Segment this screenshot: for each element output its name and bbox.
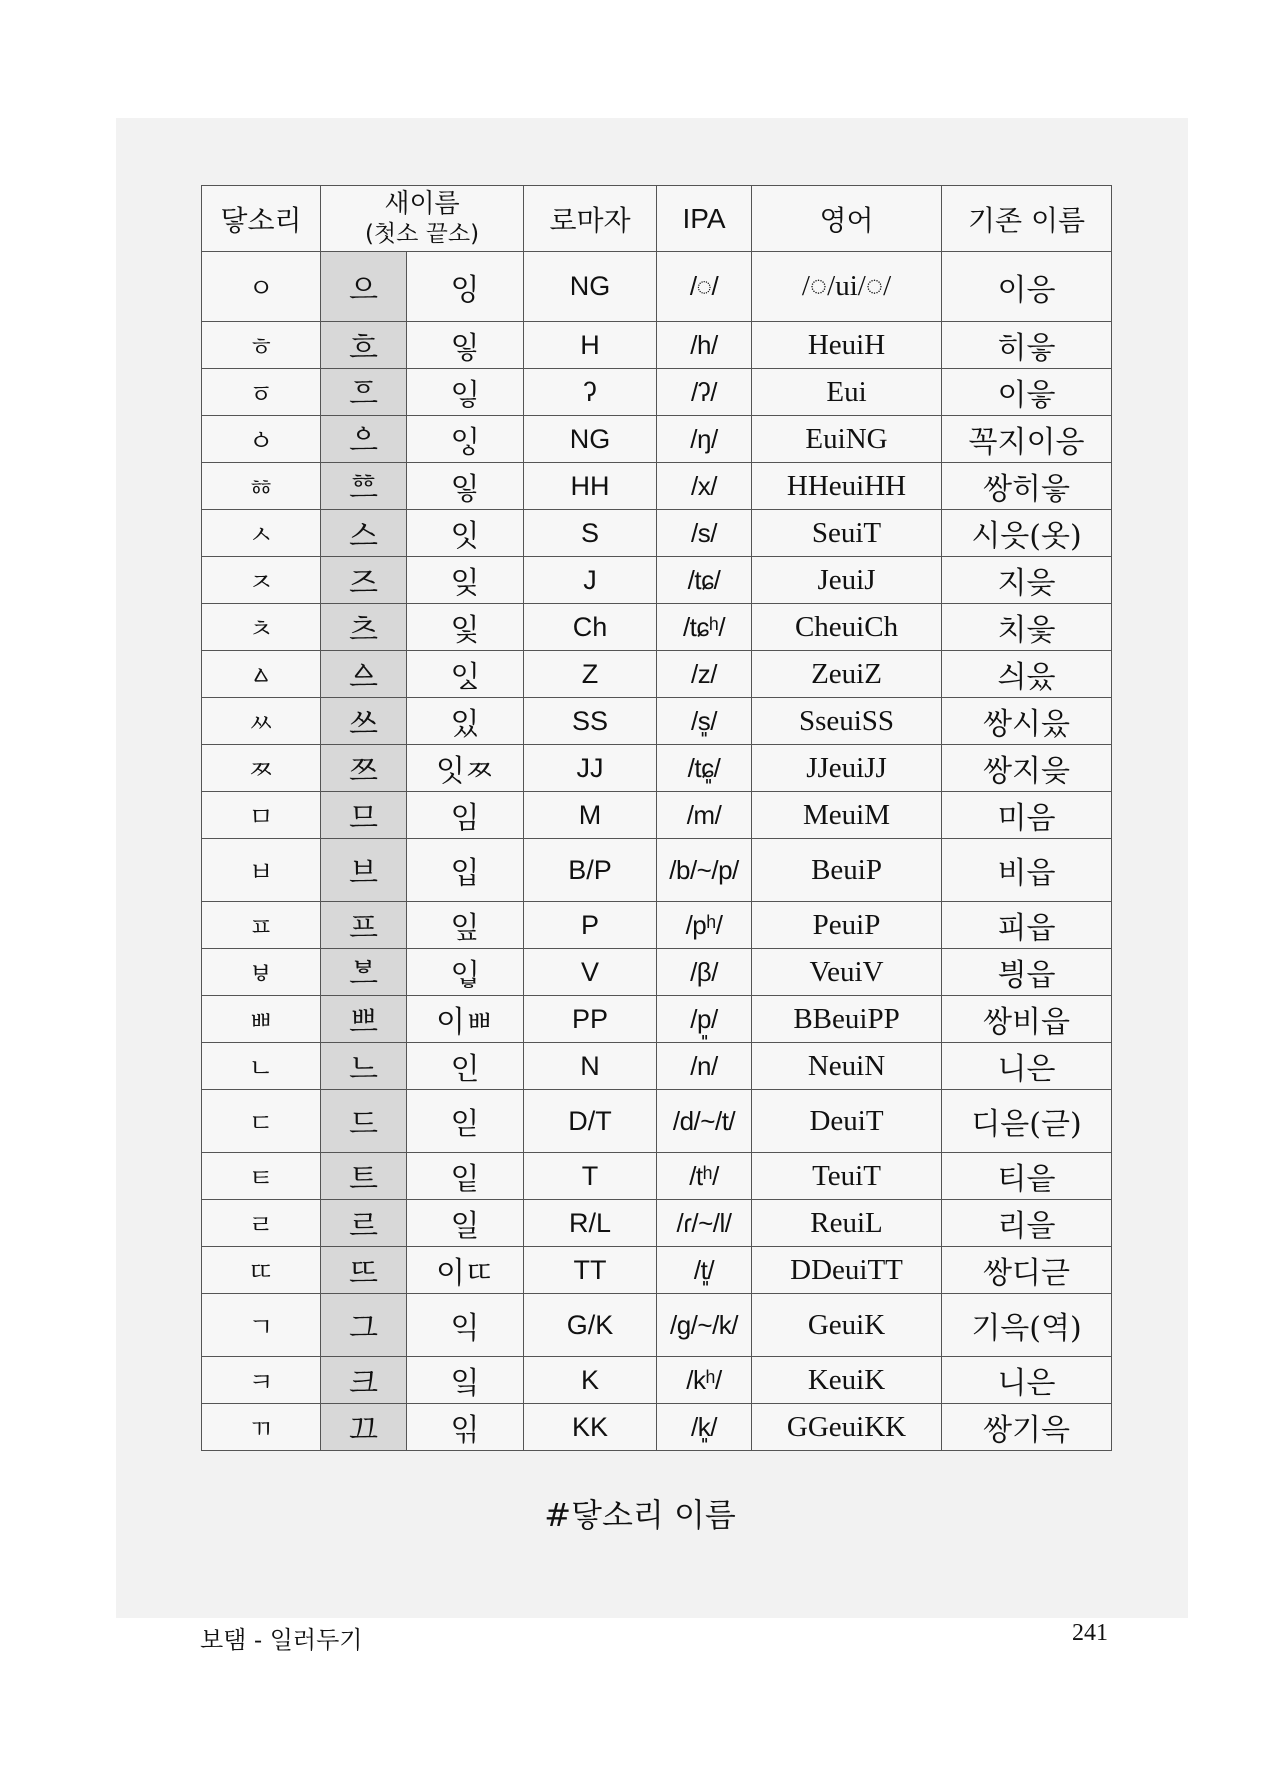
header-new-name-sub: (첫소 끝소) — [364, 220, 480, 247]
cell-start: 크 — [321, 1357, 407, 1404]
cell-ipa: /ŋ/ — [657, 416, 752, 463]
table-header-row — [202, 186, 1112, 252]
cell-jamo: ㅅ — [202, 510, 321, 557]
cell-ipa: /m/ — [657, 792, 752, 839]
cell-ipa: /d/~/t/ — [657, 1090, 752, 1153]
cell-english: JJeuiJJ — [752, 745, 942, 792]
cell-end: 입 — [407, 839, 524, 902]
cell-roman: M — [524, 792, 657, 839]
consonant-name-table — [201, 185, 1112, 1451]
cell-roman: V — [524, 949, 657, 996]
cell-english: EuiNG — [752, 416, 942, 463]
cell-jamo: ㅃ — [202, 996, 321, 1043]
cell-roman: ʔ — [524, 369, 657, 416]
cell-start: 쯔 — [321, 745, 407, 792]
cell-english: Eui — [752, 369, 942, 416]
table-row — [202, 1090, 1112, 1153]
cell-start: 으 — [321, 252, 407, 322]
cell-old-name: 비읍 — [942, 839, 1112, 902]
cell-jamo: ㆆ — [202, 369, 321, 416]
cell-jamo: ㅋ — [202, 1357, 321, 1404]
cell-start: 끄 — [321, 1404, 407, 1451]
cell-old-name: 쌍시읐 — [942, 698, 1112, 745]
cell-english: DDeuiTT — [752, 1247, 942, 1294]
cell-start: ᅀᅳ — [321, 651, 407, 698]
cell-roman: T — [524, 1153, 657, 1200]
cell-ipa: /b/~/p/ — [657, 839, 752, 902]
cell-english: SeuiT — [752, 510, 942, 557]
cell-old-name: 쌍비읍 — [942, 996, 1112, 1043]
table-row — [202, 839, 1112, 902]
cell-end: 이ᇹ — [407, 369, 524, 416]
cell-english: /◌/ui/◌/ — [752, 252, 942, 322]
page-number: 241 — [1072, 1620, 1108, 1646]
cell-jamo: ㅁ — [202, 792, 321, 839]
cell-jamo: ㅇ — [202, 252, 321, 322]
cell-jamo: ㆅ — [202, 463, 321, 510]
cell-old-name: 쌍지읒 — [942, 745, 1112, 792]
cell-ipa: /x/ — [657, 463, 752, 510]
cell-ipa: /t͈/ — [657, 1247, 752, 1294]
cell-roman: HH — [524, 463, 657, 510]
cell-old-name: 쌍기윽 — [942, 1404, 1112, 1451]
cell-old-name: 쌍히읗 — [942, 463, 1112, 510]
table-row — [202, 1247, 1112, 1294]
cell-roman: N — [524, 1043, 657, 1090]
cell-start: 쓰 — [321, 698, 407, 745]
cell-end: 이ᇦ — [407, 949, 524, 996]
cell-end: 잎 — [407, 902, 524, 949]
cell-roman: JJ — [524, 745, 657, 792]
table-row — [202, 1357, 1112, 1404]
cell-jamo: ㅿ — [202, 651, 321, 698]
cell-end: 잋 — [407, 604, 524, 651]
table-row — [202, 463, 1112, 510]
cell-end: 있 — [407, 698, 524, 745]
cell-start: ᅌᅳ — [321, 416, 407, 463]
table-row — [202, 1153, 1112, 1200]
cell-old-name: 쌍디귿 — [942, 1247, 1112, 1294]
cell-start: 므 — [321, 792, 407, 839]
cell-jamo: ㄴ — [202, 1043, 321, 1090]
cell-english: TeuiT — [752, 1153, 942, 1200]
cell-start: 프 — [321, 902, 407, 949]
cell-ipa: /tɕʰ/ — [657, 604, 752, 651]
cell-roman: SS — [524, 698, 657, 745]
cell-ipa: /k͈/ — [657, 1404, 752, 1451]
cell-jamo: ㅌ — [202, 1153, 321, 1200]
table-row — [202, 949, 1112, 996]
cell-roman: NG — [524, 416, 657, 463]
table-body — [202, 252, 1112, 1451]
cell-old-name: 꼭지이응 — [942, 416, 1112, 463]
table-row — [202, 745, 1112, 792]
table-row — [202, 252, 1112, 322]
cell-ipa: /ʔ/ — [657, 369, 752, 416]
table-row — [202, 604, 1112, 651]
cell-roman: S — [524, 510, 657, 557]
table-row — [202, 369, 1112, 416]
cell-jamo: ㄲ — [202, 1404, 321, 1451]
cell-jamo: ㄷ — [202, 1090, 321, 1153]
cell-old-name: 미음 — [942, 792, 1112, 839]
cell-roman: Ch — [524, 604, 657, 651]
cell-ipa: /n/ — [657, 1043, 752, 1090]
cell-old-name: 히읗 — [942, 322, 1112, 369]
cell-old-name: 싀읐 — [942, 651, 1112, 698]
cell-end: 잏 — [407, 322, 524, 369]
header-sound: 닿소리 — [202, 186, 321, 252]
cell-start: 느 — [321, 1043, 407, 1090]
table-row — [202, 792, 1112, 839]
cell-end: 임 — [407, 792, 524, 839]
cell-ipa: /g/~/k/ — [657, 1294, 752, 1357]
cell-old-name: 이응 — [942, 252, 1112, 322]
cell-english: HHeuiHH — [752, 463, 942, 510]
table-caption: #닿소리 이름 — [544, 1496, 736, 1534]
cell-roman: Z — [524, 651, 657, 698]
table-row — [202, 1043, 1112, 1090]
cell-old-name: 븽읍 — [942, 949, 1112, 996]
cell-start: 드 — [321, 1090, 407, 1153]
cell-end: 잉 — [407, 252, 524, 322]
cell-jamo: ㄸ — [202, 1247, 321, 1294]
cell-english: MeuiM — [752, 792, 942, 839]
cell-end: 잍 — [407, 1153, 524, 1200]
cell-end: 잇 — [407, 510, 524, 557]
cell-roman: NG — [524, 252, 657, 322]
cell-end: 잇ㅉ — [407, 745, 524, 792]
cell-ipa: /h/ — [657, 322, 752, 369]
cell-english: NeuiN — [752, 1043, 942, 1090]
header-english: 영어 — [752, 186, 942, 252]
cell-end: 잌 — [407, 1357, 524, 1404]
table-row — [202, 416, 1112, 463]
footer-section-title: 보탬 - 일러두기 — [200, 1626, 363, 1654]
cell-end: 일 — [407, 1200, 524, 1247]
cell-english: GGeuiKK — [752, 1404, 942, 1451]
table-row — [202, 651, 1112, 698]
cell-old-name: 시읏(옷) — [942, 510, 1112, 557]
cell-english: JeuiJ — [752, 557, 942, 604]
cell-old-name: 니은 — [942, 1357, 1112, 1404]
cell-old-name: 지읒 — [942, 557, 1112, 604]
cell-old-name: 디읃(귿) — [942, 1090, 1112, 1153]
cell-roman: PP — [524, 996, 657, 1043]
cell-start: 쁘 — [321, 996, 407, 1043]
cell-jamo: ㅂ — [202, 839, 321, 902]
table-row — [202, 698, 1112, 745]
cell-ipa: /tɕ͈/ — [657, 745, 752, 792]
cell-old-name: 기윽(역) — [942, 1294, 1112, 1357]
cell-end: 잏 — [407, 463, 524, 510]
cell-english: GeuiK — [752, 1294, 942, 1357]
cell-start: ᄫᅳ — [321, 949, 407, 996]
cell-roman: R/L — [524, 1200, 657, 1247]
cell-start: 흐 — [321, 322, 407, 369]
cell-jamo: ㅈ — [202, 557, 321, 604]
cell-start: 스 — [321, 510, 407, 557]
cell-start: 뜨 — [321, 1247, 407, 1294]
cell-roman: B/P — [524, 839, 657, 902]
cell-end: 이ㅃ — [407, 996, 524, 1043]
cell-start: 즈 — [321, 557, 407, 604]
cell-end: 읻 — [407, 1090, 524, 1153]
cell-english: ZeuiZ — [752, 651, 942, 698]
cell-ipa: /tʰ/ — [657, 1153, 752, 1200]
table-row — [202, 510, 1112, 557]
cell-english: ReuiL — [752, 1200, 942, 1247]
cell-english: PeuiP — [752, 902, 942, 949]
cell-ipa: /p͈/ — [657, 996, 752, 1043]
cell-start: 츠 — [321, 604, 407, 651]
cell-roman: KK — [524, 1404, 657, 1451]
cell-roman: P — [524, 902, 657, 949]
cell-jamo: ㅉ — [202, 745, 321, 792]
cell-roman: K — [524, 1357, 657, 1404]
cell-old-name: 이읗 — [942, 369, 1112, 416]
cell-ipa: /s͈/ — [657, 698, 752, 745]
cell-end: 잊 — [407, 557, 524, 604]
cell-english: BBeuiPP — [752, 996, 942, 1043]
cell-ipa: /pʰ/ — [657, 902, 752, 949]
cell-jamo: ㄱ — [202, 1294, 321, 1357]
cell-old-name: 치읓 — [942, 604, 1112, 651]
cell-start: 르 — [321, 1200, 407, 1247]
cell-start: 그 — [321, 1294, 407, 1357]
cell-start: ᅙᅳ — [321, 369, 407, 416]
table-row — [202, 322, 1112, 369]
cell-start: 브 — [321, 839, 407, 902]
cell-end: 읶 — [407, 1404, 524, 1451]
cell-english: SseuiSS — [752, 698, 942, 745]
cell-roman: G/K — [524, 1294, 657, 1357]
header-new-name-main: 새이름 — [384, 188, 460, 219]
header-new-name — [321, 186, 524, 252]
cell-old-name: 리을 — [942, 1200, 1112, 1247]
cell-jamo: ㅎ — [202, 322, 321, 369]
cell-old-name: 니은 — [942, 1043, 1112, 1090]
cell-jamo: ㄹ — [202, 1200, 321, 1247]
cell-english: BeuiP — [752, 839, 942, 902]
cell-roman: TT — [524, 1247, 657, 1294]
header-ipa: IPA — [657, 186, 752, 252]
cell-english: VeuiV — [752, 949, 942, 996]
header-roman: 로마자 — [524, 186, 657, 252]
cell-start: 트 — [321, 1153, 407, 1200]
cell-ipa: /◌/ — [657, 252, 752, 322]
cell-english: CheuiCh — [752, 604, 942, 651]
table-row — [202, 996, 1112, 1043]
table-row — [202, 1200, 1112, 1247]
cell-roman: D/T — [524, 1090, 657, 1153]
table-row — [202, 902, 1112, 949]
cell-old-name: 피읍 — [942, 902, 1112, 949]
cell-end: 이ㄸ — [407, 1247, 524, 1294]
cell-english: DeuiT — [752, 1090, 942, 1153]
cell-start: ᅘᅳ — [321, 463, 407, 510]
cell-ipa: /z/ — [657, 651, 752, 698]
cell-jamo: ㅸ — [202, 949, 321, 996]
cell-jamo: ㆁ — [202, 416, 321, 463]
header-old-name: 기존 이름 — [942, 186, 1112, 252]
cell-jamo: ㅆ — [202, 698, 321, 745]
cell-end: 인 — [407, 1043, 524, 1090]
cell-old-name: 티읕 — [942, 1153, 1112, 1200]
cell-ipa: /β/ — [657, 949, 752, 996]
cell-jamo: ㅍ — [202, 902, 321, 949]
cell-english: KeuiK — [752, 1357, 942, 1404]
cell-end: 이ᇰ — [407, 416, 524, 463]
cell-english: HeuiH — [752, 322, 942, 369]
cell-end: 이ᇫ — [407, 651, 524, 698]
cell-ipa: /kʰ/ — [657, 1357, 752, 1404]
cell-jamo: ㅊ — [202, 604, 321, 651]
cell-ipa: /tɕ/ — [657, 557, 752, 604]
table-row — [202, 1294, 1112, 1357]
table-row — [202, 557, 1112, 604]
cell-end: 익 — [407, 1294, 524, 1357]
cell-ipa: /s/ — [657, 510, 752, 557]
table-row — [202, 1404, 1112, 1451]
cell-roman: J — [524, 557, 657, 604]
cell-roman: H — [524, 322, 657, 369]
cell-ipa: /ɾ/~/l/ — [657, 1200, 752, 1247]
